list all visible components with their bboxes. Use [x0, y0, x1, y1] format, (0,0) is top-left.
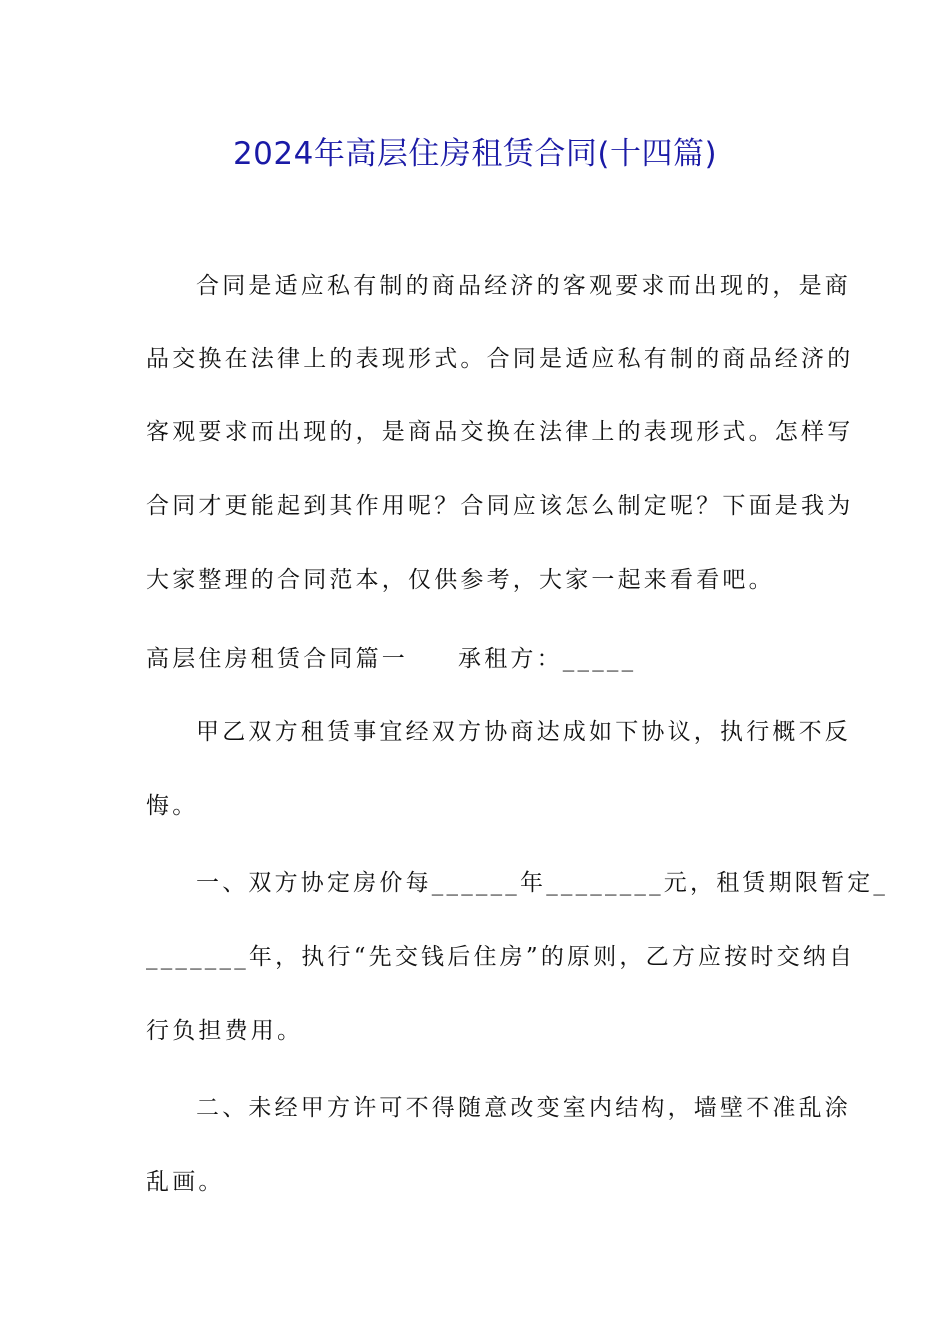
section-heading	[146, 644, 810, 674]
section-title: 高层住房租赁合同篇一	[146, 646, 408, 672]
clause-line: 乱画。	[146, 1169, 225, 1195]
tenant-label: 承租方：_____	[458, 646, 637, 672]
paragraph-line: 品交换在法律上的表现形式。合同是适应私有制的商品经济的	[146, 346, 854, 372]
paragraph-line: 合同才更能起到其作用呢？合同应该怎么制定呢？下面是我为	[146, 493, 854, 519]
paragraph-line: 合同是适应私有制的商品经济的客观要求而出现的，是商	[196, 273, 851, 299]
document-title: 2024年高层住房租赁合同(十四篇)	[232, 136, 718, 172]
clause-line: 一、双方协定房价每______年________元，租赁期限暂定_	[196, 870, 889, 896]
paragraph-line: 悔。	[146, 793, 199, 819]
clause-line: _______年，执行“先交钱后住房”的原则，乙方应按时交纳自	[146, 944, 856, 970]
paragraph-line: 甲乙双方租赁事宜经双方协商达成如下协议，执行概不反	[196, 719, 851, 745]
clause-line: 二、未经甲方许可不得随意改变室内结构，墙壁不准乱涂	[196, 1095, 851, 1121]
clause-line: 行负担费用。	[146, 1018, 304, 1044]
paragraph-line: 客观要求而出现的，是商品交换在法律上的表现形式。怎样写	[146, 419, 854, 445]
paragraph-line: 大家整理的合同范本，仅供参考，大家一起来看看吧。	[146, 567, 775, 593]
